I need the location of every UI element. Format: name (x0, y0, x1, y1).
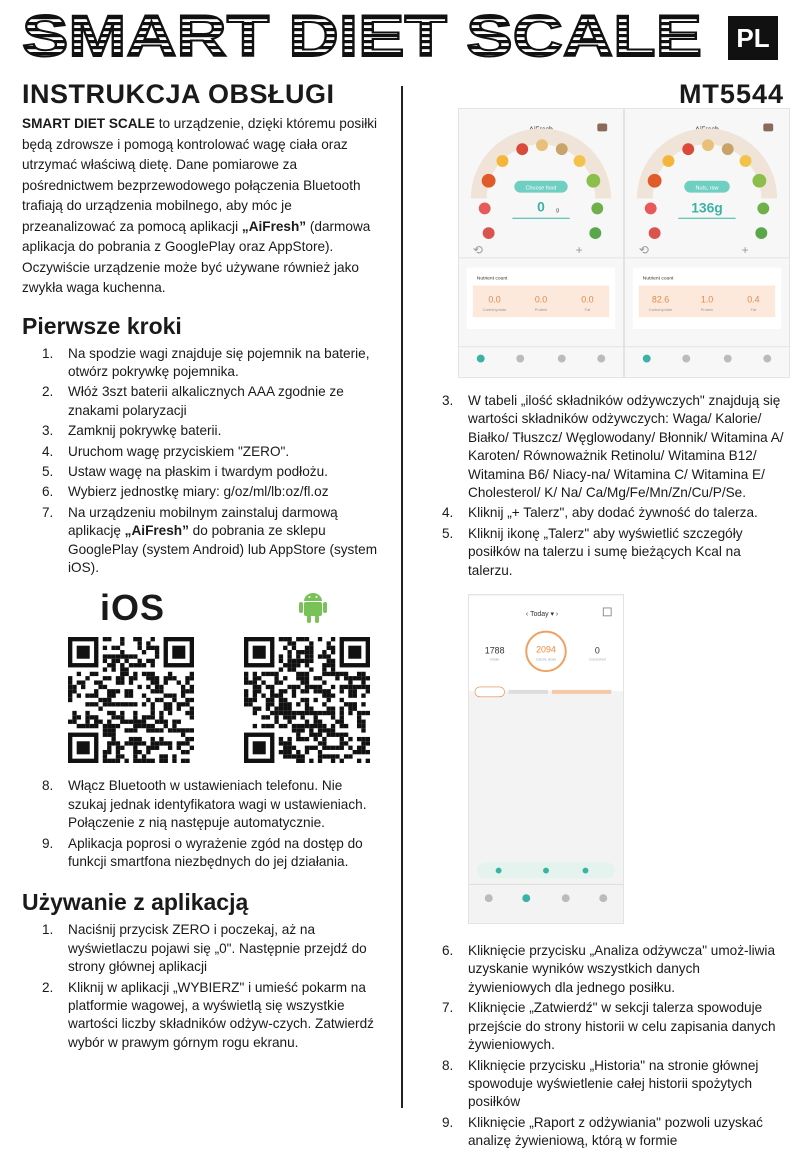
history-steps-list (422, 942, 784, 1150)
svg-text:0: 0 (537, 198, 545, 215)
list-item: 5. Kliknij ikonę „Talerz" aby wyświetlić szczegóły posiłków na talerzu i sumę bieżących Kcal na talerzu. (442, 525, 743, 578)
column-divider (401, 86, 403, 1108)
app-screen-choose-food (458, 108, 624, 378)
brand-logo (22, 4, 712, 69)
app-usage-list (22, 921, 384, 1052)
svg-text:2094: 2094 (536, 644, 556, 655)
list-item: 6. Kliknięcie przycisku „Analiza odżywcza" umoż-liwia uzyskanie wyników wszystkich danych żywieniowych dla jednego posiłku. (442, 943, 776, 995)
header (0, 0, 802, 70)
brand-text: SMART DIET SCALE (22, 4, 702, 69)
ios-qr-code[interactable] (68, 637, 194, 763)
list-item: 7. Kliknięcie „Zatwierdź" w sekcji talerza spowoduje przejście do strony historii w celu zapisania danych żywieniowych. (442, 1000, 776, 1053)
list-item: 3. Zamknij pokrywkę baterii. (42, 423, 222, 439)
list-item: 6. Wybierz jednostkę miary: g/oz/ml/lb:oz/fl.oz (42, 484, 329, 500)
svg-text:‹ Today ▾ ›: ‹ Today ▾ › (525, 610, 559, 618)
list-item: 2. Kliknij w aplikacji „WYBIERZ" i umieść pokarm na platformie wagowej, a wyświetlą się wszystkie wartości liczby składników odżyw-czych. Zatwierdź wybór w prawym górnym rogu ekranu. (42, 979, 374, 1050)
model-number: MT5544 (678, 79, 784, 109)
list-item: 7. Na urządzeniu mobilnym zainstaluj darmową aplikację „AiFresh” do pobrania ze sklepu GooglePlay (system Android) lub AppStore (system iOS). (42, 504, 378, 575)
intro-text-1: to urządzenie, dzięki któremu posiłki będą zdrowsze i pomogą kontrolować wagę ciała oraz utrzymać właściwą dietę. Dane pomiarowe za pośrednictwem bezprzewodowego połączenia Bluetooth trafiają do urządzenia mobilnego, aby móc je przeanalizować za pomocą aplikacji (22, 116, 378, 234)
app-screen-plate (468, 594, 624, 924)
app-screen-weighed-food (624, 108, 790, 378)
svg-text:Choose food: Choose food (525, 185, 557, 192)
setup-steps-list (22, 777, 384, 871)
intro-paragraph (22, 114, 384, 299)
plate-screenshot-wrap (422, 594, 784, 934)
svg-text:+: + (575, 242, 583, 257)
svg-text:Nutrient count: Nutrient count (642, 276, 674, 282)
first-steps-list (22, 345, 384, 502)
left-column (22, 78, 384, 1054)
intro-brand: SMART DIET SCALE (22, 116, 155, 131)
app-download-section (22, 587, 384, 773)
svg-text:Carbohydrate: Carbohydrate (482, 307, 507, 313)
svg-text:+: + (741, 242, 749, 257)
app-screenshots (422, 108, 784, 398)
svg-text:Protein: Protein (700, 307, 714, 313)
svg-text:Nutrient count: Nutrient count (476, 276, 508, 282)
nutrient-steps-list (422, 392, 784, 580)
list-item: 2. Włóż 3szt baterii alkalicznych AAA zgodnie ze znakami polaryzacji (42, 384, 344, 418)
svg-text:82.6: 82.6 (651, 294, 670, 305)
list-item: 8. Kliknięcie przycisku „Historia" na stronie głównej spowoduje wyświetlenie całej historii spożytych posiłków (442, 1057, 759, 1110)
language-badge: PL (728, 16, 778, 60)
list-item: 9. Kliknięcie „Raport z odżywiania" pozwoli uzyskać analizę żywieniową, którą w formie (442, 1114, 763, 1149)
list-item: 4. Kliknij „+ Talerz", aby dodać żywność do talerza. (442, 505, 758, 521)
intro-app-name: „AiFresh” (241, 218, 307, 234)
svg-text:0.0: 0.0 (581, 294, 594, 305)
svg-text:g: g (555, 207, 560, 214)
list-item: 3. W tabeli „ilość składników odżywczych" znajdują się wartości składników odżywczych: Waga/ Kalorie/ Białko/ Tłuszcz/ Węglowodany/ Błonnik/ Witamina A/ Karoten/ Równoważnik Retinolu/ Witamina B12/ Witamina B6/ Niacy-na/ Witamina C/ Witamina E/ Cholesterol/ K/ Na/ Ca/Mg/Fe/Mn/Zn/Cu/P/Se. (442, 393, 784, 501)
list-item: 5. Ustaw wagę na płaskim i twardym podłożu. (42, 463, 328, 479)
svg-text:0.4: 0.4 (747, 294, 760, 305)
svg-text:Protein: Protein (534, 307, 548, 313)
svg-text:Fat: Fat (750, 307, 757, 313)
page-title: INSTRUKCJA OBSŁUGI (22, 79, 335, 109)
list-item: 4. Uruchom wagę przyciskiem "ZERO". (42, 443, 290, 459)
list-item: 8. Włącz Bluetooth w ustawieniach telefonu. Nie szukaj jednak identyfikatora wagi w ustawieniach. Połączenie z nią następuje automatycznie. (42, 778, 367, 831)
right-column (422, 78, 784, 1153)
svg-text:0: 0 (594, 645, 600, 656)
svg-text:Intake: Intake (489, 657, 500, 662)
android-icon (298, 589, 328, 623)
svg-text:⟲: ⟲ (472, 242, 483, 257)
list-item: 1. Na spodzie wagi znajduje się pojemnik na baterie, otwórz pokrywkę pojemnika. (42, 345, 370, 379)
svg-text:Consumed: Consumed (589, 657, 606, 662)
svg-text:136g: 136g (691, 199, 723, 216)
svg-text:AiFresh: AiFresh (695, 126, 719, 134)
svg-text:Calorie (kcal): Calorie (kcal) (535, 657, 557, 662)
android-qr-code[interactable] (244, 637, 370, 763)
first-steps-list-7 (22, 504, 384, 578)
svg-text:1788: 1788 (484, 645, 505, 656)
svg-text:Fat: Fat (584, 307, 591, 313)
svg-text:Nuts, raw: Nuts, raw (695, 185, 719, 192)
ios-label: iOS (100, 587, 166, 629)
section-first-steps: Pierwsze kroki (22, 312, 182, 339)
svg-text:1.0: 1.0 (700, 294, 714, 305)
svg-text:0.0: 0.0 (488, 294, 501, 305)
svg-text:0.0: 0.0 (534, 294, 548, 305)
svg-text:⟲: ⟲ (638, 242, 649, 257)
intro-text-2: (darmowa aplikacja do pobrania z GooglePlay oraz AppStore). Oczywiście urządzenie może być używane również jako zwykła waga kuchenna. (22, 218, 371, 295)
svg-text:AiFresh: AiFresh (529, 126, 553, 134)
section-app-usage: Używanie z aplikacją (22, 889, 249, 916)
svg-text:Carbohydrate: Carbohydrate (648, 307, 673, 313)
list-item: 1. Naciśnij przycisk ZERO i poczekaj, aż na wyświetlaczu pojawi się „0". Następnie przejdź do strony głównej aplikacji (42, 922, 367, 975)
list-item: 9. Aplikacja poprosi o wyrażenie zgód na dostęp do funkcji smartfona niezbędnych do jej działania. (42, 835, 363, 869)
